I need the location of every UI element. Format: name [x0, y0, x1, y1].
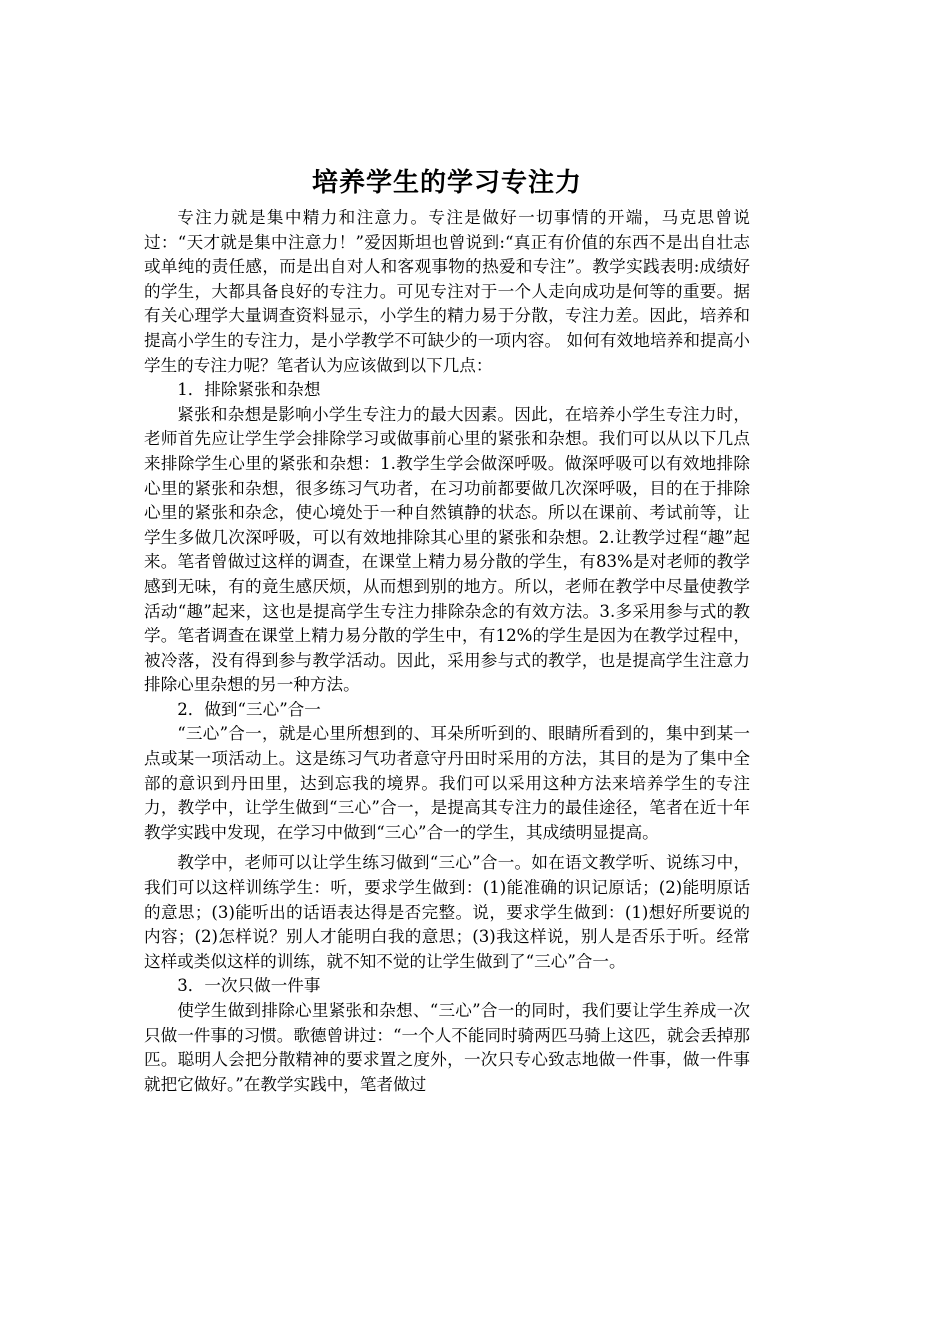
body-paragraph-section-2a: “三心”合一，就是心里所想到的、耳朵所听到的、眼睛所看到的，集中到某一点或某一项活动上。这是练习气功者意守丹田时采用的方法，其目的是为了集中全部的意识到丹田里，达到忘我的境界。我们可以采用这种方法来培养学生的专注力，教学中，让学生做到“三心”合一，是提高其专注力的最佳途径，笔者在近十年教学实践中发现，在学习中做到“三心”合一的学生，其成绩明显提高。: [144, 724, 750, 842]
body-paragraph-section-3: 使学生做到排除心里紧张和杂想、“三心”合一的同时，我们要让学生养成一次只做一件事的习惯。歌德曾讲过：“一个人不能同时骑两匹马骑上这匹，就会丢掉那匹。聪明人会把分散精神的要求置之度外，一次只专心致志地做一件事，做一件事就把它做好。”在教学实践中，笔者做过: [144, 1001, 750, 1094]
body-paragraph-intro: 专注力就是集中精力和注意力。专注是做好一切事情的开端，马克思曾说过：“天才就是集中注意力！”爱因斯坦也曾说到:“真正有价值的东西不是出自壮志或单纯的责任感，而是出自对人和客观事物的热爱和专注”。教学实践表明:成绩好的学生，大都具备良好的专注力。可见专注对于一个人走向成功是何等的重要。据有关心理学大量调查资料显示，小学生的精力易于分散，专注力差。因此，培养和提高小学生的专注力，是小学教学不可缺少的一项内容。 如何有效地培养和提高小学生的专注力呢？笔者认为应该做到以下几点：: [144, 208, 750, 375]
body-paragraph-section-2b: 教学中，老师可以让学生练习做到“三心”合一。如在语文教学听、说练习中，我们可以这样训练学生：听，要求学生做到：(1)能准确的识记原话；(2)能明原话的意思；(3)能听出的话语表达得是否完整。说，要求学生做到：(1)想好所要说的内容；(2)怎样说？别人才能明白我的意思；(3)我这样说，别人是否乐于听。经常这样或类似这样的训练，就不知不觉的让学生做到了“三心”合一。: [144, 853, 750, 971]
section-heading-1: 1．排除紧张和杂想: [177, 380, 321, 400]
section-heading-2: 2．做到“三心”合一: [177, 699, 321, 719]
document-title: 培养学生的学习专注力: [311, 168, 582, 198]
body-paragraph-section-1: 紧张和杂想是影响小学生专注力的最大因素。因此，在培养小学生专注力时，老师首先应让学生学会排除学习或做事前心里的紧张和杂想。我们可以从以下几点来排除学生心里的紧张和杂想：1.教学生学会做深呼吸。做深呼吸可以有效地排除心里的紧张和杂想，很多练习气功者，在习功前都要做几次深呼吸，目的在于排除心里的紧张和杂念，使心境处于一种自然镇静的状态。所以在课前、考试前等，让学生多做几次深呼吸，可以有效地排除其心里的紧张和杂想。2.让教学过程“趣”起来。笔者曾做过这样的调查，在课堂上精力易分散的学生，有83%是对老师的教学感到无味，有的竟生感厌烦，从而想到别的地方。所以，老师在教学中尽量使教学活动“趣”起来，这也是提高学生专注力排除杂念的有效方法。3.多采用参与式的教学。笔者调查在课堂上精力易分散的学生中，有12%的学生是因为在教学过程中，被冷落，没有得到参与教学活动。因此，采用参与式的教学，也是提高学生注意力排除心里杂想的另一种方法。: [144, 404, 750, 695]
document-page: [144, 166, 750, 1097]
section-heading-3: 3．一次只做一件事: [177, 976, 321, 996]
